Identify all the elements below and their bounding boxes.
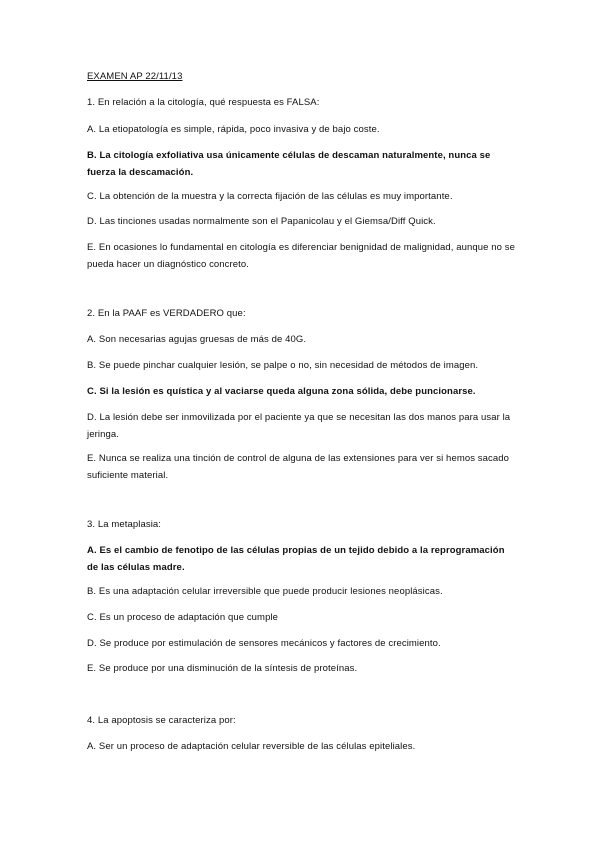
question-1-option-c: C. La obtención de la muestra y la correcta fijación de las células es muy importante. [87, 191, 453, 202]
question-2-option-b: B. Se puede pinchar cualquier lesión, se palpe o no, sin necesidad de métodos de imagen. [87, 360, 479, 371]
question-3-option-b: B. Es una adaptación celular irreversible que puede producir lesiones neoplásicas. [87, 586, 443, 597]
exam-title: EXAMEN AP 22/11/13 [87, 71, 183, 82]
question-3-option-c: C. Es un proceso de adaptación que cumple [87, 612, 279, 623]
question-4-prompt: 4. La apoptosis se caracteriza por: [87, 715, 236, 726]
question-2-prompt: 2. En la PAAF es VERDADERO que: [87, 308, 246, 319]
question-4-option-a: A. Ser un proceso de adaptación celular reversible de las células epiteliales. [87, 741, 416, 752]
question-1-option-e: E. En ocasiones lo fundamental en citología es diferenciar benignidad de malignidad, aunque no se pueda hacer un diagnóstico concreto. [87, 242, 515, 270]
question-1-option-a: A. La etiopatología es simple, rápida, poco invasiva y de bajo coste. [87, 124, 380, 135]
question-2-option-c: C. Si la lesión es quística y al vaciarse queda alguna zona sólida, debe puncionarse. [87, 386, 476, 397]
question-1-prompt: 1. En relación a la citología, qué respuesta es FALSA: [87, 97, 320, 108]
question-2-option-a: A. Son necesarias agujas gruesas de más de 40G. [87, 334, 307, 345]
question-1-option-d: D. Las tinciones usadas normalmente son el Papanicolau y el Giemsa/Diff Quick. [87, 216, 436, 227]
question-2-option-d: D. La lesión debe ser inmovilizada por el paciente ya que se necesitan las dos manos para usar la jeringa. [87, 412, 511, 440]
question-1-option-b: B. La citología exfoliativa usa únicamente células de descaman naturalmente, nunca se fuerza la descamación. [87, 150, 491, 178]
question-2-option-e: E. Nunca se realiza una tinción de control de alguna de las extensiones para ver si hemos sacado suficiente material. [87, 453, 510, 481]
question-3-option-a: A. Es el cambio de fenotipo de las células propias de un tejido debido a la reprogramación de las células madre. [87, 545, 505, 573]
question-3-option-d: D. Se produce por estimulación de sensores mecánicos y factores de crecimiento. [87, 638, 441, 649]
question-3-prompt: 3. La metaplasia: [87, 519, 162, 530]
question-3-option-e: E. Se produce por una disminución de la síntesis de proteínas. [87, 663, 358, 674]
